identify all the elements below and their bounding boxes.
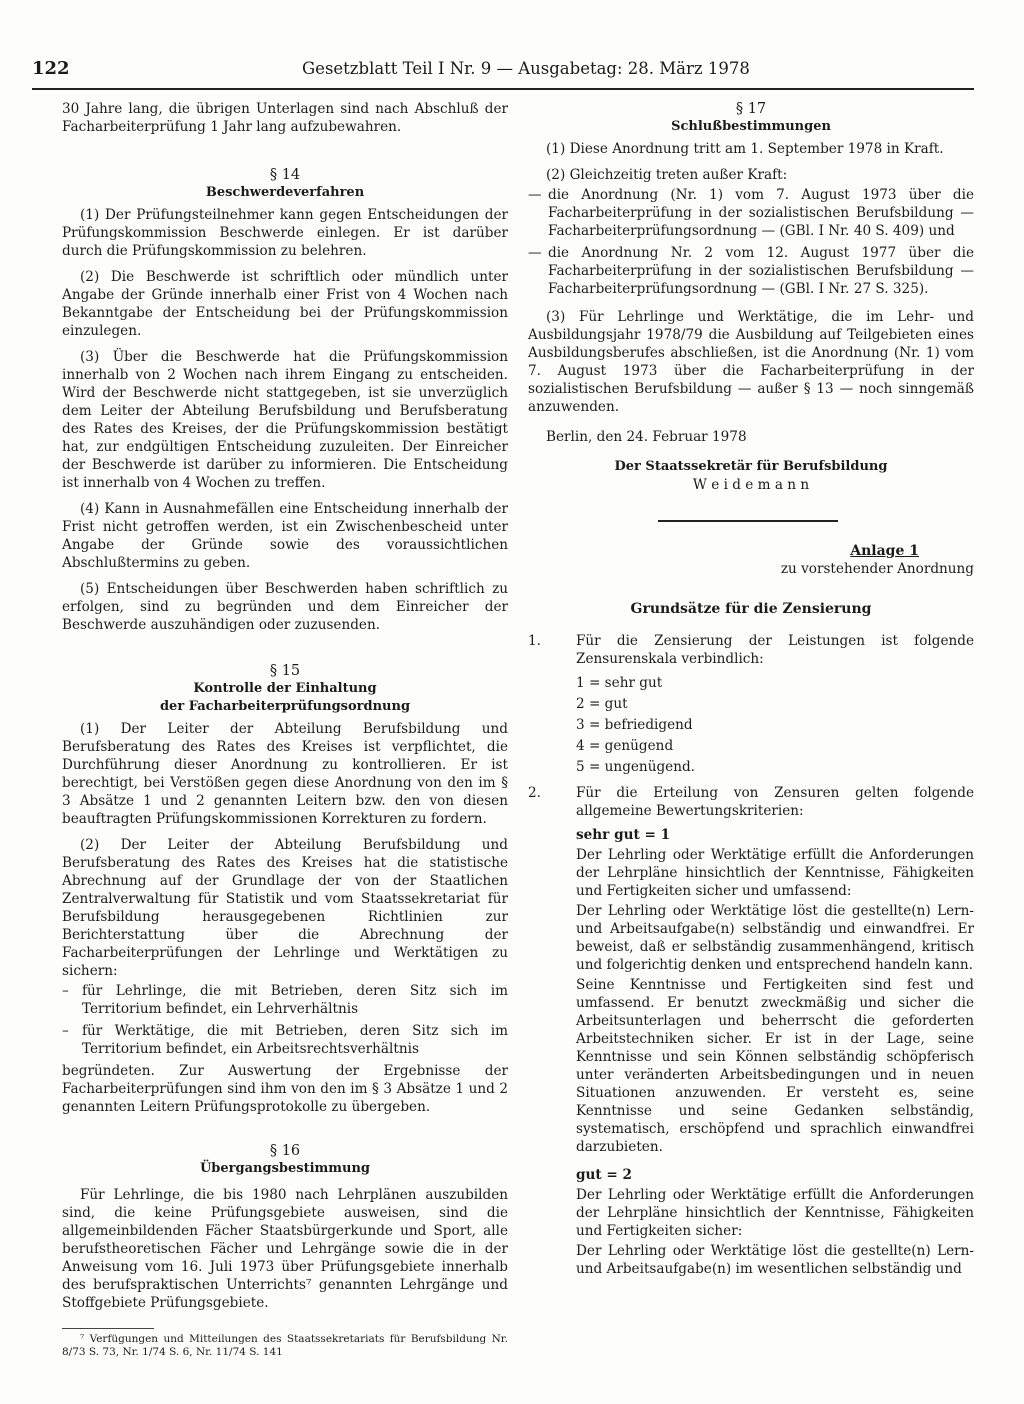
s15-paragraph: (2) Der Leiter der Abteilung Berufsbildung und Berufsberatung des Rates des Kreises hat die statistische Abrechnung auf der Grundlage der von der Staatlichen Zentralverwaltung für Statistik und vom Staatssekretariat für Berufsbildung herausgegebenen Richtlinien zur Berichterstattung über die Abrechnung der Facharbeiterprüfungen der Lehrlinge und Werktätigen zu sichern: — [62, 837, 508, 979]
dash-item-text: die Anordnung Nr. 2 vom 12. August 1977 über die Facharbeiterprüfung in der sozialistischen Berufsbildung — Facharbeiterprüfungsordnung — (GBl. I Nr. 27 S. 325). — [548, 245, 974, 297]
s17-paragraph: (2) Gleichzeitig treten außer Kraft: — [546, 167, 788, 183]
item-text: Für die Zensierung der Leistungen ist folgende Zensurenskala verbindlich: — [576, 633, 974, 667]
dash-item-text: die Anordnung (Nr. 1) vom 7. August 1973 über die Facharbeiterprüfung in der sozialistischen Berufsbildung — Facharbeiterprüfungsordnung — (GBl. I Nr. 40 S. 409) und — [548, 187, 974, 239]
footnote: ⁷ Verfügungen und Mitteilungen des Staatssekretariats für Berufsbildung Nr. 8/73 S. 73, Nr. 1/74 S. 6, Nr. 11/74 S. 141 — [62, 1333, 508, 1358]
item-text: Für die Erteilung von Zensuren gelten folgende allgemeine Bewertungskriterien: — [576, 785, 974, 819]
list-item — [528, 784, 974, 1278]
item-number: 2. — [528, 785, 541, 801]
signature-rule — [658, 520, 838, 522]
section-17-title: Schlußbestimmungen — [671, 119, 831, 134]
section-15-title-line2: der Facharbeiterprüfungsordnung — [159, 699, 411, 714]
criteria-paragraph: Der Lehrling oder Werktätige erfüllt die Anforderungen der Lehrpläne hinsichtlich der Kenntnisse, Fähigkeiten und Fertigkeiten sicher: — [576, 1187, 974, 1239]
dash-item-text: für Lehrlinge, die mit Betrieben, deren Sitz sich im Territorium befindet, ein Lehrverhältnis — [82, 983, 508, 1017]
grade-label: sehr gut = 1 — [576, 827, 671, 843]
grade-scale — [576, 674, 974, 776]
s14-paragraph: (2) Die Beschwerde ist schriftlich oder mündlich unter Angabe der Gründe innerhalb einer Frist von 4 Wochen nach Bekanntgabe der Entscheidung bei der Prüfungskommission einzulegen. — [62, 269, 508, 339]
right-column — [528, 100, 974, 1286]
anlage-title: Grundsätze für die Zensierung — [630, 601, 872, 617]
dash-item-text: für Werktätige, die mit Betrieben, deren Sitz sich im Territorium befindet, ein Arbeitsrechtsverhältnis — [82, 1023, 508, 1057]
scale-entry: 2 = gut — [576, 696, 628, 712]
intro-text: 30 Jahre lang, die übrigen Unterlagen sind nach Abschluß der Facharbeiterprüfung 1 Jahr lang aufzubewahren. — [62, 101, 508, 135]
scale-entry: 5 = ungenügend. — [576, 759, 695, 775]
s14-paragraph: (3) Über die Beschwerde hat die Prüfungskommission innerhalb von 2 Wochen nach ihrem Eingang zu entscheiden. Wird der Beschwerde nicht stattgegeben, ist sie unverzüglich dem Leiter der Abteilung Berufsbildung und Berufsberatung des Rates des Kreises, der die Prüfungskommission bestätigt hat, zur endgültigen Entscheidung zuzuleiten. Der Einreicher der Beschwerde ist darüber zu informieren. Die Entscheidung ist innerhalb von 4 Wochen zu treffen. — [62, 349, 508, 491]
item-number: 1. — [528, 633, 541, 649]
signatory-name: W e i d e m a n n — [692, 477, 810, 493]
s15-paragraph: (1) Der Leiter der Abteilung Berufsbildung und Berufsberatung des Rates des Kreises ist verpflichtet, die Durchführung dieser Anordnung zu kontrollieren. Er ist berechtigt, bei Verstößen gegen diese Anordnung von den im § 3 Absätze 1 und 2 genannten Leitern bzw. den von diesen beauftragten Prüfungskommissionen Korrekturen zu fordern. — [62, 721, 508, 827]
section-15-number: § 15 — [269, 663, 301, 679]
section-14-title: Beschwerdeverfahren — [205, 185, 365, 200]
place-date: Berlin, den 24. Februar 1978 — [546, 429, 747, 445]
dash-item: – für Lehrlinge, die mit Betrieben, deren Sitz sich im Territorium befindet, ein Lehrverhältnis — [62, 983, 508, 1017]
section-16-number: § 16 — [269, 1143, 301, 1159]
dash-item: – für Werktätige, die mit Betrieben, deren Sitz sich im Territorium befindet, ein Arbeitsrechtsverhältnis — [62, 1023, 508, 1057]
section-14-number: § 14 — [269, 167, 301, 183]
page-header — [32, 60, 974, 82]
dash-item: — die Anordnung (Nr. 1) vom 7. August 1973 über die Facharbeiterprüfung in der sozialistischen Berufsbildung — Facharbeiterprüfungsordnung — (GBl. I Nr. 40 S. 409) und — [528, 187, 974, 239]
scale-entry: 3 = befriedigend — [576, 717, 693, 733]
s17-paragraph: (1) Diese Anordnung tritt am 1. September 1978 in Kraft. — [546, 141, 944, 157]
criteria-paragraph: Der Lehrling oder Werktätige erfüllt die Anforderungen der Lehrpläne hinsichtlich der Kenntnisse, Fähigkeiten und Fertigkeiten sicher und umfassend: — [576, 847, 974, 899]
criteria-paragraph: Seine Kenntnisse und Fertigkeiten sind fest und umfassend. Er benutzt zweckmäßig und sicher die Arbeitsunterlagen und beherrscht die geforderten Arbeitstechniken sicher. Er ist in der Lage, seine Kenntnisse und sein Können selbständig schöpferisch unter veränderten Arbeitsbedingungen und in neuen Situationen anzuwenden. Er versteht es, seine Kenntnisse und seine Gedanken selbständig, systematisch, erschöpfend und sprachlich einwandfrei darzubieten. — [576, 977, 974, 1155]
s14-paragraph: (4) Kann in Ausnahmefällen eine Entscheidung innerhalb der Frist nicht getroffen werden, ist ein Zwischenbescheid unter Angabe der Gründe sowie des voraussichtlichen Abschlußtermins zu geben. — [62, 501, 508, 571]
left-column — [62, 100, 508, 1359]
s14-paragraph: (1) Der Prüfungsteilnehmer kann gegen Entscheidungen der Prüfungskommission Beschwerde einlegen. Er ist darüber durch die Prüfungskommission zu belehren. — [62, 207, 508, 259]
header-rule — [32, 88, 974, 90]
section-17-number: § 17 — [735, 101, 767, 117]
grade-label: gut = 2 — [576, 1167, 632, 1183]
scale-entry: 4 = genügend — [576, 738, 674, 754]
running-title: Gesetzblatt Teil I Nr. 9 — Ausgabetag: 28. März 1978 — [302, 59, 750, 78]
s16-paragraph: Für Lehrlinge, die bis 1980 nach Lehrplänen auszubilden sind, die keine Prüfungsgebiete ausweisen, sind die allgemeinbildenden Fächer Staatsbürgerkunde und Sport, alle berufstheoretischen Fächer und Lehrgänge sowie die in der Anweisung vom 16. Juli 1973 über Prüfungsgebiete innerhalb des berufspraktischen Unterrichts⁷ genannten Lehrgänge und Stoffgebiete Prüfungsgebiete. — [62, 1187, 508, 1311]
anlage-subtitle: zu vorstehender Anordnung — [780, 561, 974, 577]
section-15-title-line1: Kontrolle der Einhaltung — [193, 681, 377, 696]
scale-entry: 1 = sehr gut — [576, 675, 663, 691]
footnote-rule — [62, 1328, 154, 1329]
section-16-title: Übergangsbestimmung — [199, 1161, 371, 1176]
s14-paragraph: (5) Entscheidungen über Beschwerden haben schriftlich zu erfolgen, sind zu begründen und dem Einreicher der Beschwerde auszuhändigen oder zuzusenden. — [62, 581, 508, 633]
s15-paragraph: begründeten. Zur Auswertung der Ergebnisse der Facharbeiterprüfungen sind ihm von den im § 3 Absätze 1 und 2 genannten Leitern Prüfungsprotokolle zu übergeben. — [62, 1063, 508, 1115]
list-item — [528, 632, 974, 776]
s17-paragraph: (3) Für Lehrlinge und Werktätige, die im Lehr- und Ausbildungsjahr 1978/79 die Ausbildung auf Teilgebieten eines Ausbildungsberufes abschließen, ist die Anordnung (Nr. 1) vom 7. August 1973 über die Facharbeiterprüfung in der sozialistischen Berufsbildung — außer § 13 — noch sinngemäß anzuwenden. — [528, 309, 974, 415]
page-number: 122 — [32, 58, 70, 79]
criteria-paragraph: Der Lehrling oder Werktätige löst die gestellte(n) Lern- und Arbeitsaufgabe(n) im wesentlichen selbständig und — [576, 1243, 974, 1277]
anlage-label: Anlage 1 — [850, 543, 919, 559]
dash-item: — die Anordnung Nr. 2 vom 12. August 1977 über die Facharbeiterprüfung in der sozialistischen Berufsbildung — Facharbeiterprüfungsordnung — (GBl. I Nr. 27 S. 325). — [528, 245, 974, 297]
criteria-paragraph: Der Lehrling oder Werktätige löst die gestellte(n) Lern- und Arbeitsaufgabe(n) selbständig und einwandfrei. Er beweist, daß er selbständig zusammenhängend, kritisch und folgerichtig denken und entsprechend handeln kann. — [576, 903, 974, 973]
signatory-title: Der Staatssekretär für Berufsbildung — [614, 459, 888, 474]
